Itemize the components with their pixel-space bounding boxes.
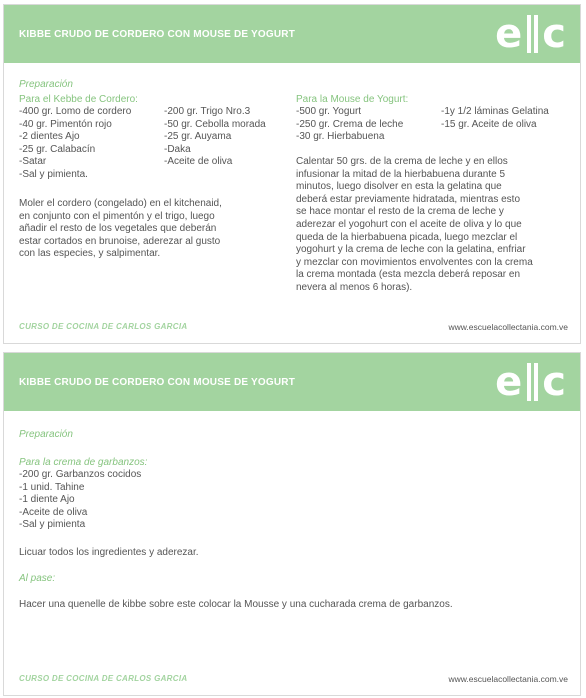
kebbe-ingredients-col2	[164, 106, 266, 169]
card-body	[19, 411, 568, 695]
recipe-card-1	[3, 4, 581, 344]
ingredient: -250 gr. Crema de leche	[296, 118, 404, 130]
card-body	[19, 63, 568, 343]
logo-letter-c: c	[542, 11, 566, 57]
ingredient: -40 gr. Pimentón rojo	[19, 118, 112, 130]
ingredient: -Aceite de oliva	[19, 506, 88, 518]
course-footer: CURSO DE COCINA DE CARLOS GARCIA	[19, 674, 188, 683]
brand-logo	[495, 360, 566, 404]
section-label: Preparación	[19, 429, 73, 440]
ingredient: -Sal y pimienta.	[19, 168, 88, 180]
ingredient: -1y 1/2 láminas Gelatina	[441, 106, 549, 117]
section-label: Preparación	[19, 79, 73, 90]
ingredient: -25 gr. Auyama	[164, 131, 232, 143]
kebbe-heading: Para el Kebbe de Cordero:	[19, 94, 138, 105]
al-pase-text: Hacer una quenelle de kibbe sobre este colocar la Mousse y una cucharada crema de garbanzos.	[19, 599, 453, 610]
garbanzos-heading: Para la crema de garbanzos:	[19, 457, 148, 468]
website-link[interactable]: www.escuelacollectania.com.ve	[448, 674, 568, 684]
ingredient: -Daka	[164, 143, 191, 155]
logo-letter-e: e	[495, 359, 523, 405]
ingredient: -1 diente Ajo	[19, 494, 75, 506]
logo-bars	[525, 15, 539, 53]
website-link[interactable]: www.escuelacollectania.com.ve	[448, 322, 568, 332]
card-title: KIBBE CRUDO DE CORDERO CON MOUSE DE YOGURT	[19, 377, 296, 388]
card-header	[4, 5, 580, 63]
kebbe-instructions: Moler el cordero (congelado) en el kitchenaid, en conjunto con el pimentón y el trigo, luego añadir el resto de los vegetales que deberán estar cortados en brunoise, aderezar al gusto con las especies, y salpimentar.	[19, 198, 222, 260]
mouse-ingredients-col1	[296, 106, 403, 144]
kebbe-ingredients-col1	[19, 106, 131, 182]
recipe-card-2	[3, 352, 581, 696]
ingredient: -Satar	[19, 156, 47, 168]
logo-letter-e: e	[495, 11, 523, 57]
ingredient: -Sal y pimienta	[19, 519, 86, 531]
course-footer: CURSO DE COCINA DE CARLOS GARCIA	[19, 322, 188, 331]
ingredient: -1 unid. Tahine	[19, 481, 85, 493]
ingredient: -25 gr. Calabacín	[19, 143, 96, 155]
al-pase-heading: Al pase:	[19, 573, 56, 584]
ingredient: -50 gr. Cebolla morada	[164, 118, 266, 130]
ingredient: -30 gr. Hierbabuena	[296, 131, 385, 143]
mouse-ingredients-col2	[441, 106, 549, 131]
ingredient: -2 dientes Ajo	[19, 131, 80, 143]
ingredient: -200 gr. Garbanzos cocidos	[19, 469, 142, 480]
ingredient: -200 gr. Trigo Nro.3	[164, 106, 251, 117]
ingredient: -400 gr. Lomo de cordero	[19, 106, 132, 117]
garbanzos-ingredients	[19, 469, 141, 532]
ingredient: -Aceite de oliva	[164, 156, 233, 168]
card-header	[4, 353, 580, 411]
logo-letter-c: c	[542, 359, 566, 405]
garbanzos-instructions: Licuar todos los ingredientes y aderezar.	[19, 547, 199, 558]
ingredient: -500 gr. Yogurt	[296, 106, 362, 117]
logo-bars	[525, 363, 539, 401]
mouse-instructions: Calentar 50 grs. de la crema de leche y en ellos infusionar la mitad de la hierbabuena durante 5 minutos, luego disolver en esta la gelatina que deberá estar previamente hidratada, mientras esto se hace montar el resto de la crema de leche y aderezar el yogohurt con el aceite de oliva y lo que queda de la hierbabuena picada, luego mezclar el yogohurt y la crema de leche con la gelatina, enfriar y mezclar con movimientos envolventes con la crema la crema montada (esta mezcla deberá reposar en nevera al menos 6 horas).	[296, 156, 533, 293]
card-title: KIBBE CRUDO DE CORDERO CON MOUSE DE YOGURT	[19, 29, 296, 40]
brand-logo	[495, 12, 566, 56]
ingredient: -15 gr. Aceite de oliva	[441, 118, 537, 130]
mouse-heading: Para la Mouse de Yogurt:	[296, 94, 409, 105]
